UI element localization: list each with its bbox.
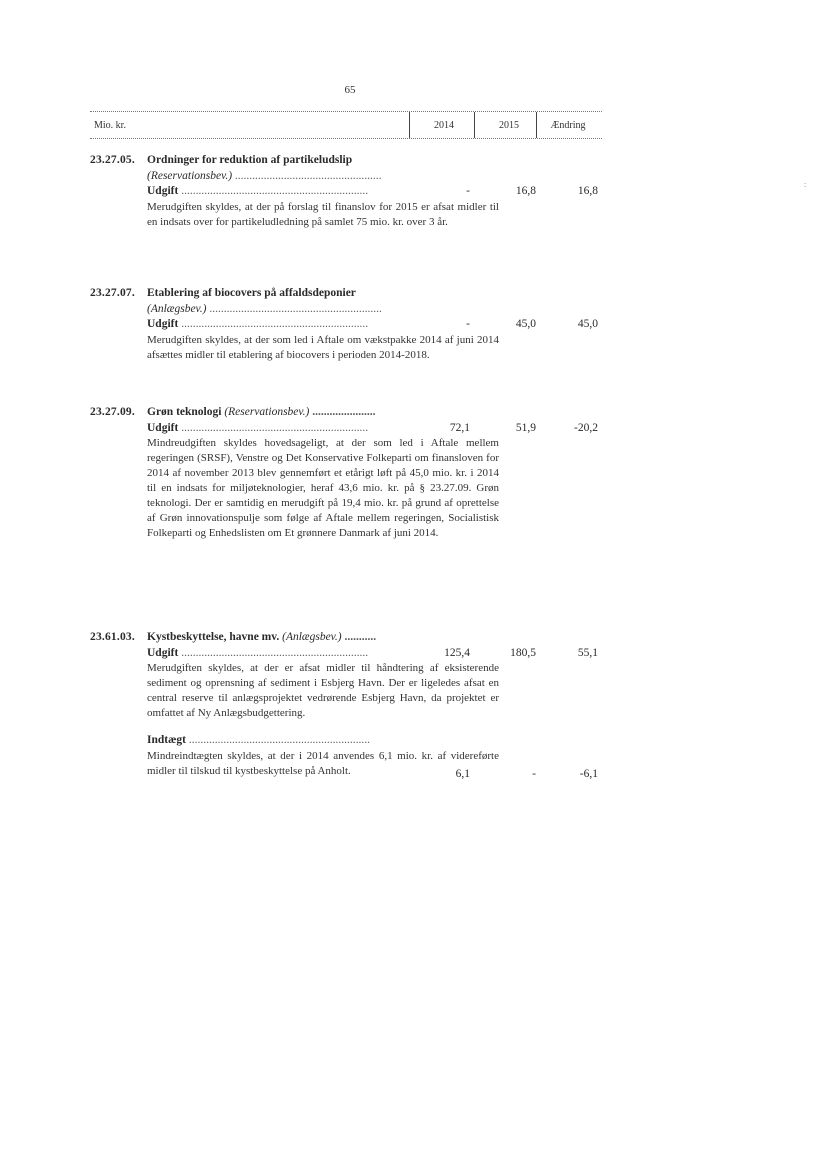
value-2015: - [532, 768, 536, 780]
value-2014: 125,4 [444, 647, 470, 659]
column-separator [536, 112, 537, 138]
section-title-note: (Reservationsbev.) [147, 169, 233, 182]
leader-dots: ................................................................. [181, 185, 369, 197]
section-number: 23.27.05. [90, 154, 135, 166]
value-change: 45,0 [577, 318, 598, 330]
value-2015: 45,0 [515, 318, 536, 330]
column-separator [474, 112, 475, 138]
table-header [90, 111, 602, 139]
section-title-note: (Reservationsbev.) [224, 406, 310, 418]
value-2014: 6,1 [455, 768, 470, 780]
row-label: Udgift [147, 646, 179, 659]
section-title: Kystbeskyttelse, havne mv. [147, 631, 280, 643]
value-change: 55,1 [577, 647, 598, 659]
leader-dots: ................................................................. [181, 318, 369, 330]
row-description: Merudgiften skyldes, at der som led i Aftale om vækstpakke 2014 af juni 2014 afsættes midler til etablering af biocovers i perioden 2014-2018. [147, 333, 499, 361]
leader-dots: ............................................................ [209, 302, 382, 315]
value-2014: - [466, 185, 470, 197]
leader-dots: ................................................... [234, 169, 382, 182]
row-description: Merudgiften skyldes, at der på forslag til finanslov for 2015 er afsat midler til en indsats over for partikeludledning på samlet 75 mio. kr. over 3 år. [147, 200, 499, 228]
row-description: Mindreindtægten skyldes, at der i 2014 anvendes 6,1 mio. kr. af videreførte midler til tilskud til kystbeskyttelse på Anholt. [147, 749, 499, 777]
row-label: Udgift [147, 421, 179, 434]
leader-dots: ............................................................... [188, 734, 370, 746]
leader-dots: ................................................................. [181, 646, 369, 659]
value-2015: 16,8 [515, 185, 536, 197]
section-number: 23.61.03. [90, 631, 135, 643]
column-header-2014: 2014 [434, 120, 454, 131]
section-number: 23.27.07. [90, 287, 135, 299]
column-separator [409, 112, 410, 138]
row-label: Udgift [147, 185, 179, 197]
row-description: Mindreudgiften skyldes hovedsageligt, at der som led i Aftale mellem regeringen (SRSF), Venstre og Det Konservative Folkeparti om finansloven for 2014 af november 2013 blev gennemført et etårigt løft på 45,0 mio. kr. i 2014 til en indsats for miljøteknologier, heraf 43,6 mio. kr. på § 23.27.09. Grøn teknologi. Der er samtidig en merudgift på 19,4 mio. kr. på grund af oprettelse af Grøn innovationspulje som følge af Aftale mellem regeringen, Socialistisk Folkeparti og Enhedslisten om Et grønnere Danmark af juni 2014. [147, 437, 499, 539]
value-2015: 180,5 [510, 647, 536, 659]
section-title-note: (Anlægsbev.) [282, 631, 342, 643]
value-change: -6,1 [579, 768, 598, 780]
row-description: Merudgiften skyldes, at der er afsat midler til håndtering af eksisterende sediment og oprensning af sediment i Esbjerg Havn. Der er ligeledes afsat en central reserve til anlægsprojektet vedrørende Esbjerg Havn, da projektet er omfattet af Ny Anlægsbudgettering. [147, 662, 499, 719]
margin-mark: : [804, 180, 807, 189]
section-title: Ordninger for reduktion af partikeludslip [147, 154, 353, 166]
leader-dots: ...................... [312, 406, 376, 418]
value-change: 16,8 [577, 185, 598, 197]
value-2015: 51,9 [515, 422, 536, 434]
row-label: Udgift [147, 318, 179, 330]
section-title-note: (Anlægsbev.) [147, 302, 207, 315]
leader-dots: ................................................................. [181, 421, 369, 434]
section-number: 23.27.09. [90, 406, 135, 418]
section-title: Etablering af biocovers på affaldsdeponier [147, 287, 356, 299]
value-change: -20,2 [574, 422, 598, 434]
row-label: Indtægt [147, 734, 186, 746]
page-number: 65 [344, 84, 356, 96]
leader-dots: ........... [344, 631, 377, 643]
value-2014: 72,1 [449, 422, 470, 434]
section-title: Grøn teknologi [147, 406, 222, 418]
value-2014: - [466, 318, 470, 330]
column-header-2015: 2015 [499, 120, 519, 131]
column-header-change: Ændring [550, 120, 586, 131]
unit-label: Mio. kr. [94, 120, 126, 131]
